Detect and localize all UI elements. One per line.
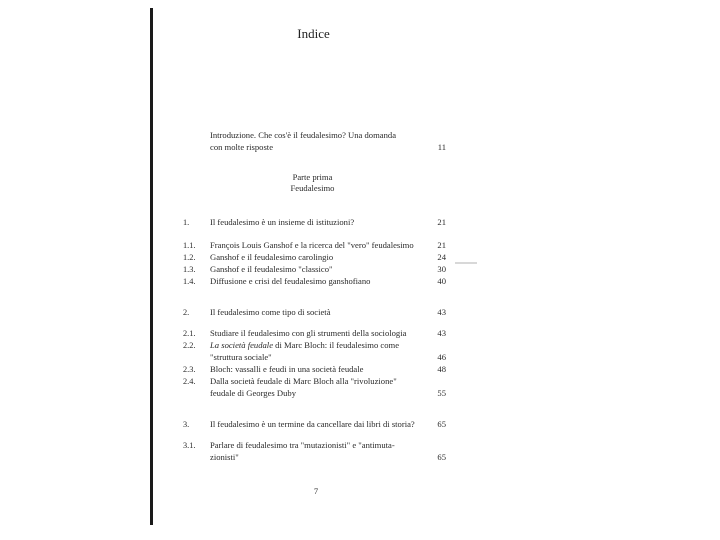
toc-entry-text: Parlare di feudalesimo tra "mutazionisti" e "antimuta-: [210, 440, 395, 450]
toc-page-number: 55: [437, 388, 446, 398]
page-title: Indice: [297, 26, 330, 41]
toc-entry-text: [210, 340, 399, 351]
toc-entry-text: Studiare il feudalesimo con gli strumenti della sociologia: [210, 328, 407, 338]
toc-entry-number: 1.2.: [183, 253, 196, 262]
toc-entry-number: 2.4.: [183, 377, 196, 386]
toc-page-number: 43: [437, 307, 446, 317]
toc-entry-text: con molte risposte: [210, 142, 274, 152]
toc-entry-text: Ganshof e il feudalesimo "classico": [210, 264, 333, 274]
toc-entry-text: François Louis Ganshof e la ricerca del "vero" feudalesimo: [210, 240, 414, 250]
toc-entry-number: 1.: [183, 218, 190, 227]
toc-entry-number: 2.1.: [183, 329, 196, 338]
toc-entry-text: Ganshof e il feudalesimo carolingio: [210, 252, 334, 262]
toc-page-number: 24: [437, 252, 446, 262]
toc-page-number: 30: [437, 264, 446, 274]
toc-entry-number: 3.1.: [183, 441, 196, 450]
toc-page-number: 43: [437, 328, 446, 338]
toc-entry-text: zionisti": [210, 452, 239, 462]
toc-entry-number: 2.2.: [183, 341, 196, 350]
toc-page-number: 65: [437, 452, 446, 462]
part-label: Parte prima: [292, 172, 333, 182]
scan-smudge: [455, 262, 477, 264]
toc-entry-text: "struttura sociale": [210, 352, 272, 362]
book-title: La società feudale: [210, 340, 274, 350]
toc-entry-number: 2.: [183, 308, 190, 317]
toc-page-number: 48: [437, 364, 446, 374]
toc-entry-text: Il feudalesimo è un termine da cancellare dai libri di storia?: [210, 419, 415, 429]
toc-entry-text: feudale di Georges Duby: [210, 388, 296, 398]
toc-page-number: 21: [437, 217, 446, 227]
toc-entry-number: 1.3.: [183, 265, 196, 274]
toc-page-number: 21: [437, 240, 446, 250]
toc-entry-text: Bloch: vassalli e feudi in una società feudale: [210, 364, 364, 374]
toc-entry-text: Introduzione. Che cos'è il feudalesimo? Una domanda: [210, 130, 397, 140]
page-folio-number: 7: [313, 486, 319, 496]
toc-entry-text: Il feudalesimo è un insieme di istituzioni?: [210, 217, 355, 227]
toc-entry-number: 1.4.: [183, 277, 196, 286]
toc-entry-number: 1.1.: [183, 241, 196, 250]
toc-entry-text: Il feudalesimo come tipo di società: [210, 307, 331, 317]
part-name: Feudalesimo: [290, 183, 335, 193]
toc-entry-text: Dalla società feudale di Marc Bloch alla "rivoluzione": [210, 376, 397, 386]
toc-entry-number: 3.: [183, 420, 190, 429]
toc-entry-text-rest: di Marc Bloch: il feudalesimo come: [273, 340, 400, 350]
toc-entry-text: Diffusione e crisi del feudalesimo ganshofiano: [210, 276, 371, 286]
toc-entry-number: 2.3.: [183, 365, 196, 374]
toc-page-number: 46: [437, 352, 446, 362]
toc-page-number: 40: [437, 276, 446, 286]
toc-page-number: 11: [437, 142, 446, 152]
toc-page-number: 65: [437, 419, 446, 429]
